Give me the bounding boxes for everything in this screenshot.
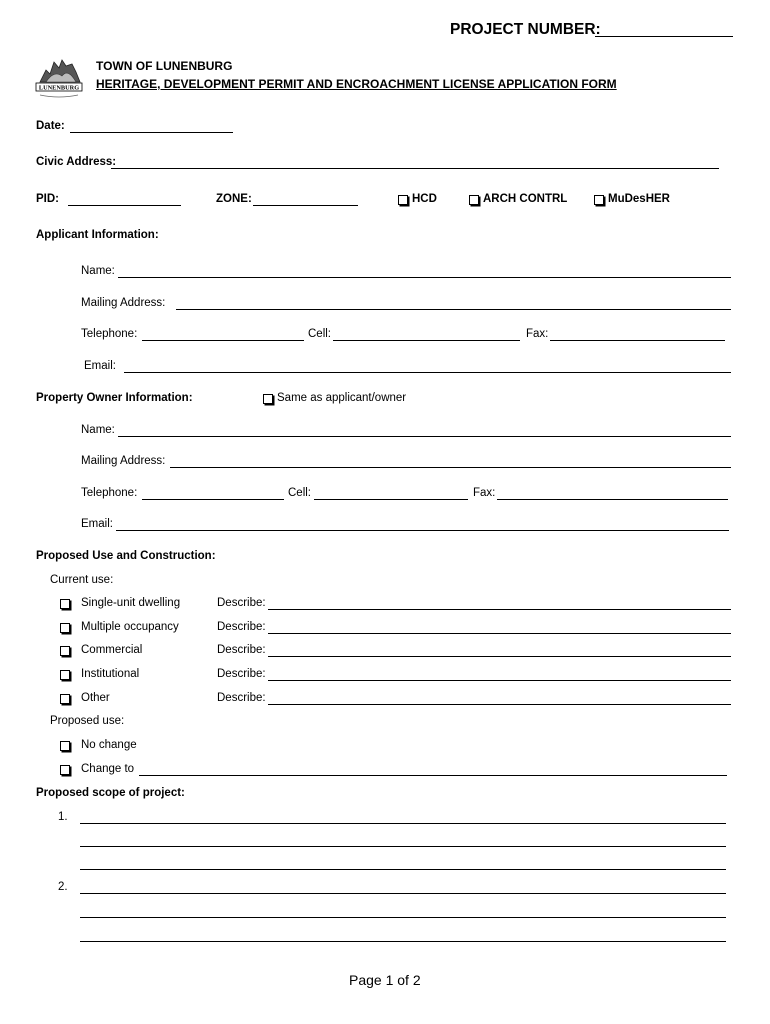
- option-label: Other: [81, 692, 110, 704]
- applicant-name-field[interactable]: [118, 277, 731, 278]
- change-to-checkbox[interactable]: [60, 765, 70, 775]
- same-as-applicant-checkbox[interactable]: [263, 394, 273, 404]
- project-number-field[interactable]: [595, 36, 733, 37]
- logo-text: LUNENBURG: [38, 84, 80, 92]
- project-number-label: PROJECT NUMBER:: [450, 21, 601, 38]
- owner-email-label: Email:: [81, 518, 113, 530]
- hcd-checkbox[interactable]: [398, 195, 408, 205]
- describe-label: Describe:: [217, 644, 266, 656]
- mudesher-label: MuDesHER: [608, 193, 670, 205]
- applicant-telephone-field[interactable]: [142, 340, 304, 341]
- multiple-occupancy-checkbox[interactable]: [60, 623, 70, 633]
- describe-label: Describe:: [217, 692, 266, 704]
- describe-label: Describe:: [217, 621, 266, 633]
- zone-field[interactable]: [253, 205, 358, 206]
- scope-line[interactable]: [80, 941, 726, 942]
- scope-number-2: 2.: [58, 881, 68, 893]
- mudesher-checkbox[interactable]: [594, 195, 604, 205]
- institutional-checkbox[interactable]: [60, 670, 70, 680]
- no-change-checkbox[interactable]: [60, 741, 70, 751]
- commercial-checkbox[interactable]: [60, 646, 70, 656]
- form-title: HERITAGE, DEVELOPMENT PERMIT AND ENCROACHMENT LICENSE APPLICATION FORM: [96, 77, 617, 91]
- applicant-telephone-label: Telephone:: [81, 328, 138, 340]
- applicant-mailing-field[interactable]: [176, 309, 731, 310]
- zone-label: ZONE:: [216, 193, 252, 205]
- owner-name-label: Name:: [81, 424, 115, 436]
- applicant-email-label: Email:: [84, 360, 116, 372]
- same-as-applicant-label: Same as applicant/owner: [277, 392, 407, 404]
- owner-telephone-label: Telephone:: [81, 487, 138, 499]
- owner-name-field[interactable]: [118, 436, 731, 437]
- current-use-label: Current use:: [50, 574, 114, 586]
- describe-field[interactable]: [268, 704, 731, 705]
- page-number: Page 1 of 2: [349, 972, 421, 988]
- option-label: Multiple occupancy: [81, 621, 179, 633]
- arch-contrl-label: ARCH CONTRL: [483, 193, 568, 205]
- no-change-label: No change: [81, 739, 137, 751]
- scope-number-1: 1.: [58, 811, 68, 823]
- town-name: TOWN OF LUNENBURG: [96, 59, 233, 73]
- owner-cell-field[interactable]: [314, 499, 468, 500]
- proposed-use-label: Proposed use:: [50, 715, 125, 727]
- applicant-email-field[interactable]: [124, 372, 731, 373]
- scope-line[interactable]: [80, 869, 726, 870]
- change-to-field[interactable]: [139, 775, 727, 776]
- scope-line[interactable]: [80, 893, 726, 894]
- scope-line[interactable]: [80, 846, 726, 847]
- date-field[interactable]: [70, 132, 233, 133]
- applicant-fax-field[interactable]: [550, 340, 725, 341]
- owner-telephone-field[interactable]: [142, 499, 284, 500]
- applicant-cell-field[interactable]: [333, 340, 520, 341]
- owner-cell-label: Cell:: [288, 487, 312, 499]
- option-label: Single-unit dwelling: [81, 597, 181, 609]
- scope-line[interactable]: [80, 917, 726, 918]
- hcd-label: HCD: [412, 193, 437, 205]
- applicant-cell-label: Cell:: [308, 328, 332, 340]
- town-seal-logo: [32, 52, 86, 102]
- describe-field[interactable]: [268, 633, 731, 634]
- single-unit-checkbox[interactable]: [60, 599, 70, 609]
- owner-email-field[interactable]: [116, 530, 729, 531]
- option-label: Commercial: [81, 644, 143, 656]
- option-label: Institutional: [81, 668, 140, 680]
- date-label: Date:: [36, 120, 65, 132]
- owner-fax-label: Fax:: [473, 487, 496, 499]
- pid-label: PID:: [36, 193, 59, 205]
- other-checkbox[interactable]: [60, 694, 70, 704]
- scope-line[interactable]: [80, 823, 726, 824]
- describe-field[interactable]: [268, 656, 731, 657]
- applicant-fax-label: Fax:: [526, 328, 549, 340]
- pid-field[interactable]: [68, 205, 181, 206]
- describe-field[interactable]: [268, 609, 731, 610]
- scope-heading: Proposed scope of project:: [36, 787, 185, 799]
- owner-mailing-label: Mailing Address:: [81, 455, 166, 467]
- civic-address-label: Civic Address:: [36, 156, 117, 168]
- change-to-label: Change to: [81, 763, 135, 775]
- describe-label: Describe:: [217, 668, 266, 680]
- owner-mailing-field[interactable]: [170, 467, 731, 468]
- describe-field[interactable]: [268, 680, 731, 681]
- applicant-name-label: Name:: [81, 265, 115, 277]
- arch-contrl-checkbox[interactable]: [469, 195, 479, 205]
- owner-heading: Property Owner Information:: [36, 392, 193, 404]
- describe-label: Describe:: [217, 597, 266, 609]
- applicant-mailing-label: Mailing Address:: [81, 297, 166, 309]
- owner-fax-field[interactable]: [497, 499, 728, 500]
- applicant-heading: Applicant Information:: [36, 229, 159, 241]
- use-heading: Proposed Use and Construction:: [36, 550, 216, 562]
- civic-address-field[interactable]: [111, 168, 719, 169]
